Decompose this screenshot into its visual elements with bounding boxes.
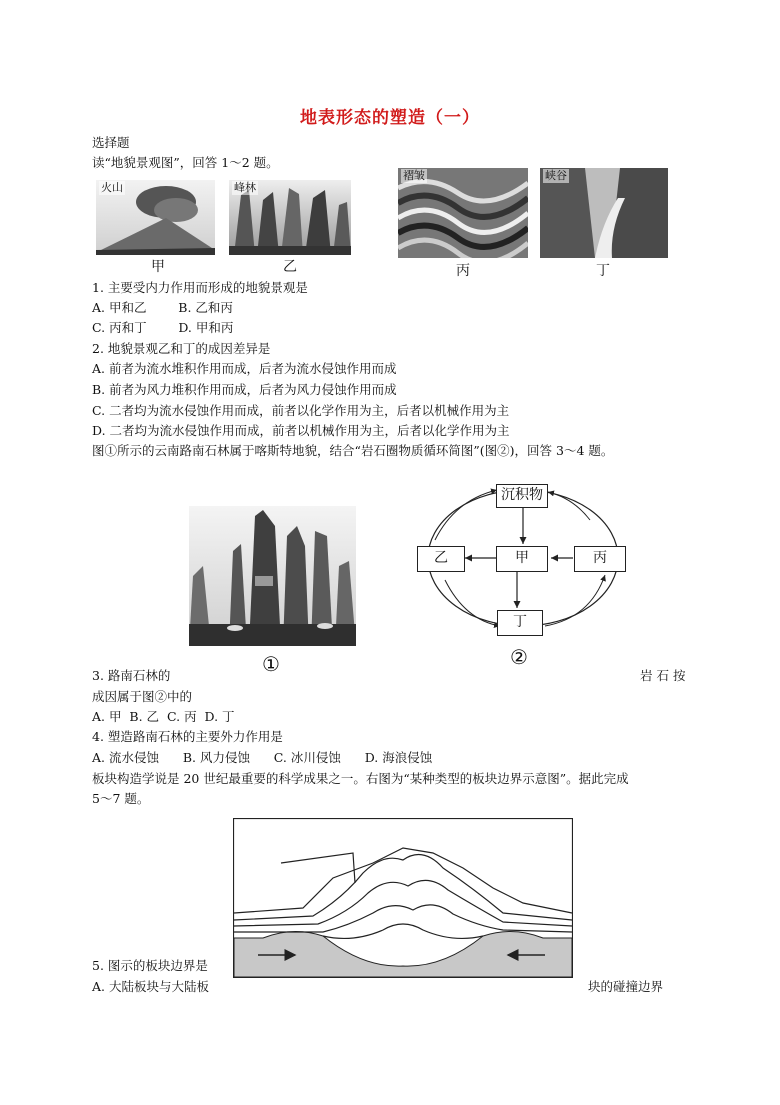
caption-yi: 乙 — [283, 259, 297, 275]
stone-forest-photo — [189, 506, 356, 646]
gorge-photo — [540, 168, 668, 258]
question-3-part-1: 3. 路南石林的 — [92, 668, 171, 683]
volcano-photo — [96, 180, 215, 255]
question-5-option-a-part-1: A. 大陆板块与大陆板 — [92, 979, 209, 994]
question-2-option-c: C. 二者均为流水侵蚀作用而成，前者以化学作用为主，后者以机械作用为主 — [92, 403, 510, 418]
peak-forest-photo — [229, 180, 351, 255]
cycle-box-jia: 甲 — [496, 546, 548, 572]
question-2-option-b: B. 前者为风力堆积作用而成，后者为风力侵蚀作用而成 — [92, 382, 397, 397]
question-3-options: A. 甲 B. 乙 C. 丙 D. 丁 — [92, 709, 235, 724]
fold-label: 褶皱 — [403, 169, 425, 182]
question-2-option-a: A. 前者为流水堆积作用而成，后者为流水侵蚀作用而成 — [92, 361, 397, 376]
figure-1-label: ① — [262, 652, 280, 676]
question-4-options: A. 流水侵蚀 B. 风力侵蚀 C. 冰川侵蚀 D. 海浪侵蚀 — [92, 750, 433, 765]
cycle-box-bing: 丙 — [574, 546, 626, 572]
volcano-label: 火山 — [101, 181, 123, 194]
caption-jia: 甲 — [151, 259, 165, 275]
fold-photo — [398, 168, 528, 258]
figure-2-label: ② — [510, 645, 528, 669]
question-3-part-3: 成因属于图②中的 — [92, 689, 193, 704]
question-1-options-ab: A. 甲和乙 B. 乙和丙 — [92, 300, 233, 315]
question-3-part-2: 岩 石 按 — [640, 668, 686, 683]
question-2: 2. 地貌景观乙和丁的成因差异是 — [92, 341, 271, 356]
intro-text-1: 读“地貌景观图”，回答 1～2 题。 — [92, 155, 279, 170]
intro-text-2: 图①所示的云南路南石林属于喀斯特地貌，结合“岩石圈物质循环简图”(图②)，回答 3～4 题。 — [92, 443, 614, 458]
question-2-option-d: D. 二者均为流水侵蚀作用而成，前者以机械作用为主，后者以化学作用为主 — [92, 423, 510, 438]
plate-boundary-diagram — [233, 818, 573, 978]
caption-bing: 丙 — [456, 263, 470, 279]
peak-forest-label: 峰林 — [234, 181, 256, 194]
intro-text-3: 板块构造学说是 20 世纪最重要的科学成果之一。右图为“某种类型的板块边界示意图”。据此完成 — [92, 771, 629, 786]
intro-text-3-cont: 5～7 题。 — [92, 791, 150, 806]
caption-ding: 丁 — [596, 263, 610, 279]
cycle-box-yi: 乙 — [417, 546, 465, 572]
question-5-option-a-part-2: 块的碰撞边界 — [588, 979, 664, 994]
question-1: 1. 主要受内力作用而形成的地貌景观是 — [92, 280, 308, 295]
section-heading: 选择题 — [92, 135, 130, 150]
question-5: 5. 图示的板块边界是 — [92, 958, 208, 973]
gorge-label: 峡谷 — [545, 169, 567, 182]
question-4: 4. 塑造路南石林的主要外力作用是 — [92, 729, 283, 744]
cycle-box-ding: 丁 — [497, 610, 543, 636]
page-title: 地表形态的塑造（一） — [300, 108, 480, 128]
cycle-box-sediment: 沉积物 — [496, 484, 548, 508]
question-1-options-cd: C. 丙和丁 D. 甲和丙 — [92, 320, 234, 335]
